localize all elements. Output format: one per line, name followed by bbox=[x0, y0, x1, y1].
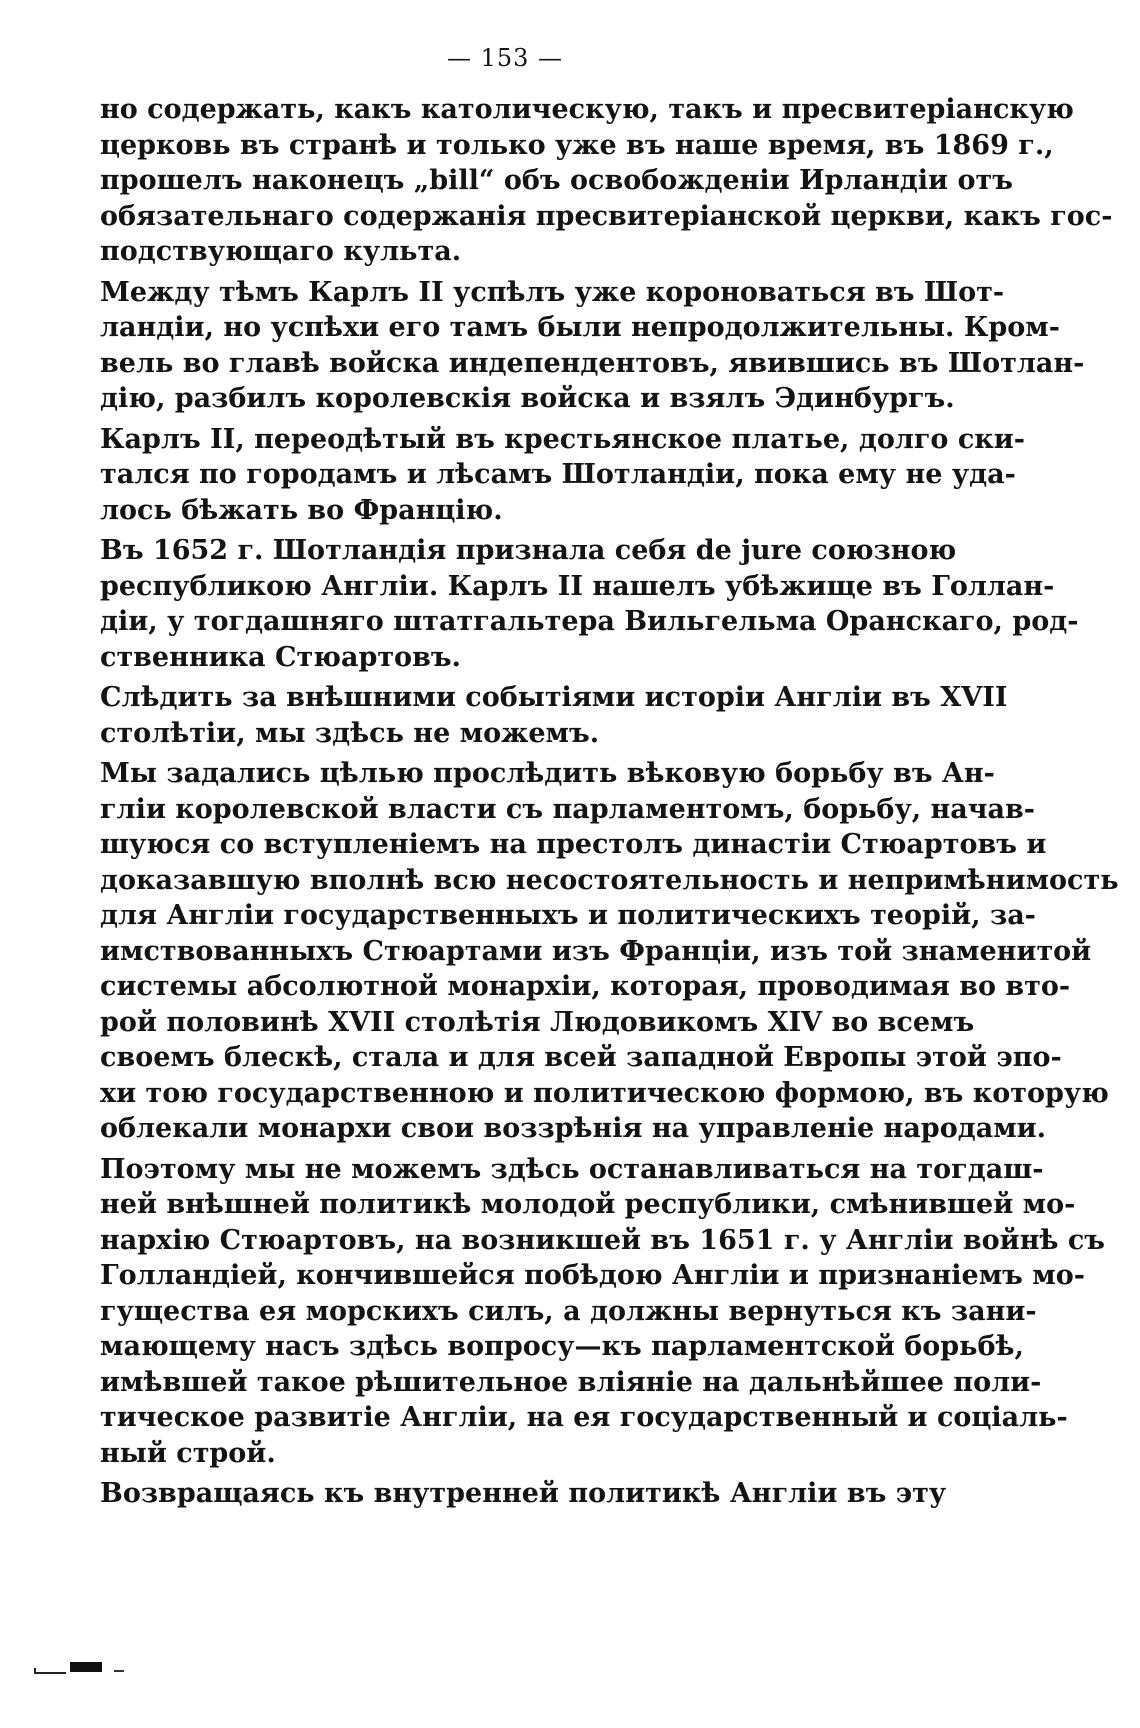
text-line: діи, у тогдашняго штатгальтера Вильгельма Оранскаго, род- bbox=[100, 606, 1079, 637]
text-line: Карлъ II, переодѣтый въ крестьянское платье, долго ски- bbox=[100, 423, 1026, 455]
paragraph-8 bbox=[100, 1476, 947, 1512]
text-line: тался по городамъ и лѣсамъ Шотландіи, пока ему не уда- bbox=[100, 459, 1016, 490]
paragraph-3 bbox=[100, 422, 1026, 529]
text-line: церковь въ странѣ и только уже въ наше время, въ 1869 г., bbox=[100, 129, 1054, 161]
text-line: ный строй. bbox=[100, 1437, 276, 1469]
text-line: Голландіей, кончившейся побѣдою Англіи и признаніемъ мо- bbox=[100, 1260, 1085, 1291]
text-line: доказавшую вполнѣ всю несостоятельность и непримѣнимость bbox=[100, 864, 1119, 896]
page-number: — 153 — bbox=[446, 44, 564, 72]
paragraph-4 bbox=[100, 533, 1079, 675]
text-line: Въ 1652 г. Шотландія признала себя de jure союзною bbox=[100, 535, 957, 566]
text-line: Поэтому мы не можемъ здѣсь останавливаться на тогдаш- bbox=[100, 1153, 1044, 1185]
text-line: рой половинѣ XVII столѣтія Людовикомъ XIV во всемъ bbox=[100, 1006, 975, 1038]
paragraph-6 bbox=[100, 756, 1119, 1147]
text-line: своемъ блескѣ, стала и для всей западной Европы этой эпо- bbox=[100, 1042, 1062, 1073]
text-line: гущества ея морскихъ силъ, а должны вернуться къ зани- bbox=[100, 1295, 1037, 1327]
text-line: нархію Стюартовъ, на возникшей въ 1651 г. у Англіи войнѣ съ bbox=[100, 1224, 1105, 1256]
text-line: дію, разбилъ королевскія войска и взялъ Эдинбургъ. bbox=[100, 383, 955, 414]
scan-artifact-bracket bbox=[34, 1668, 66, 1674]
text-line: но содержать, какъ католическую, такъ и пресвитеріанскую bbox=[100, 94, 1074, 125]
text-line: хи тою государственною и политическою формою, въ которую bbox=[100, 1077, 1109, 1109]
paragraph-2 bbox=[100, 275, 1085, 417]
text-line: облекали монархи свои воззрѣнія на управленіе народами. bbox=[100, 1113, 1047, 1144]
text-line: Слѣдить за внѣшними событіями исторіи Англіи въ XVII bbox=[100, 682, 1008, 713]
text-line: обязательнаго содержанія пресвитеріанской церкви, какъ гос- bbox=[100, 200, 1113, 232]
text-line: Между тѣмъ Карлъ II успѣлъ уже короноваться въ Шот- bbox=[100, 276, 1005, 308]
text-line: вель во главѣ войска индепендентовъ, явившись въ Шотлан- bbox=[100, 347, 1085, 379]
text-line: республикою Англіи. Карлъ II нашелъ убѣжище въ Голлан- bbox=[100, 570, 1055, 602]
paragraph-7 bbox=[100, 1152, 1105, 1472]
scan-artifact-dash bbox=[114, 1670, 124, 1672]
text-line: Возвращаясь къ внутренней политикѣ Англіи въ эту bbox=[100, 1478, 947, 1509]
text-line: ней внѣшней политикѣ молодой республики, смѣнившей мо- bbox=[100, 1189, 1076, 1220]
text-line: прошелъ наконецъ „bill“ объ освобожденіи Ирландіи отъ bbox=[100, 165, 1013, 196]
text-line: системы абсолютной монархіи, которая, проводимая во вто- bbox=[100, 971, 1071, 1002]
text-line: мающему насъ здѣсь вопросу—къ парламентской борьбѣ, bbox=[100, 1331, 1024, 1362]
text-line: ландіи, но успѣхи его тамъ были непродолжительны. Кром- bbox=[100, 312, 1060, 343]
text-line: имствованныхъ Стюартами изъ Франціи, изъ той знаменитой bbox=[100, 935, 1092, 967]
text-line: Мы задались цѣлью прослѣдить вѣковую борьбу въ Ан- bbox=[100, 758, 995, 789]
text-line: для Англіи государственныхъ и политическихъ теорій, за- bbox=[100, 900, 1036, 931]
text-line: шуюся со вступленіемъ на престолъ династіи Стюартовъ и bbox=[100, 829, 1047, 860]
text-line: тическое развитіе Англіи, на ея государственный и соціаль- bbox=[100, 1402, 1068, 1433]
text-line: гліи королевской власти съ парламентомъ, борьбу, начав- bbox=[100, 793, 1036, 825]
text-line: лось бѣжать во Францію. bbox=[100, 494, 503, 526]
text-line: имѣвшей такое рѣшительное вліяніе на дальнѣйшее поли- bbox=[100, 1366, 1042, 1398]
scan-artifact-block bbox=[70, 1662, 102, 1672]
page-text bbox=[100, 92, 1119, 1517]
paragraph-5 bbox=[100, 680, 1008, 751]
text-line: подствующаго культа. bbox=[100, 236, 462, 267]
text-line: столѣтіи, мы здѣсь не можемъ. bbox=[100, 717, 600, 749]
scan-artifact bbox=[34, 1668, 134, 1674]
paragraph-1 bbox=[100, 92, 1113, 270]
text-line: ственника Стюартовъ. bbox=[100, 641, 461, 673]
